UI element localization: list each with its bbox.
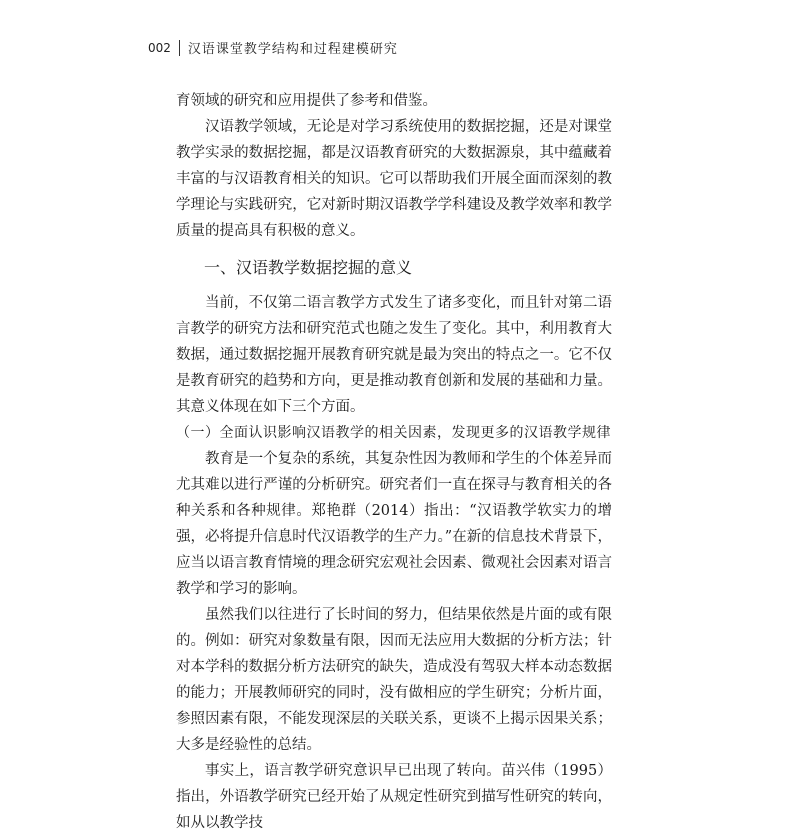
running-header xyxy=(148,38,398,57)
page-body xyxy=(176,88,612,836)
subsection-heading: （一）全面认识影响汉语教学的相关因素，发现更多的汉语教学规律 xyxy=(176,425,611,441)
paragraph: 当前，不仅第二语言教学方式发生了诸多变化，而且针对第二语言教学的研究方法和研究范式也随之发生了变化。其中，利用教育大数据，通过数据挖掘开展教育研究就是最为突出的特点之一。它不仅是教育研究的趋势和方向，更是推动教育创新和发展的基础和力量。其意义体现在如下三个方面。 xyxy=(176,295,612,415)
section-heading: 一、汉语教学数据挖掘的意义 xyxy=(204,258,413,277)
paragraph-continued: 育领域的研究和应用提供了参考和借鉴。 xyxy=(176,93,437,109)
paragraph: 汉语教学领域，无论是对学习系统使用的数据挖掘，还是对课堂教学实录的数据挖掘，都是汉语教育研究的大数据源泉，其中蕴藏着丰富的与汉语教育相关的知识。它可以帮助我们开展全面而深刻的教学理论与实践研究，它对新时期汉语教学学科建设及教学效率和教学质量的提高具有积极的意义。 xyxy=(176,119,612,239)
paragraph: 事实上，语言教学研究意识早已出现了转向。苗兴伟（1995）指出，外语教学研究已经开始了从规定性研究到描写性研究的转向，如从以教学技 xyxy=(176,763,612,831)
paragraph: 教育是一个复杂的系统，其复杂性因为教师和学生的个体差异而尤其难以进行严谨的分析研究。研究者们一直在探寻与教育相关的各种关系和各种规律。郑艳群（2014）指出：“汉语教学软实力的增强，必将提升信息时代汉语教学的生产力。”在新的信息技术背景下，应当以语言教育情境的理念研究宏观社会因素、微观社会因素对语言教学和学习的影响。 xyxy=(176,451,612,597)
page-number: 002 xyxy=(148,40,180,56)
paragraph: 虽然我们以往进行了长时间的努力，但结果依然是片面的或有限的。例如：研究对象数量有限，因而无法应用大数据的分析方法；针对本学科的数据分析方法研究的缺失，造成没有驾驭大样本动态数据的能力；开展教师研究的同时，没有做相应的学生研究；分析片面，参照因素有限，不能发现深层的关联关系，更谈不上揭示因果关系；大多是经验性的总结。 xyxy=(176,607,612,753)
running-title: 汉语课堂教学结构和过程建模研究 xyxy=(187,42,398,57)
